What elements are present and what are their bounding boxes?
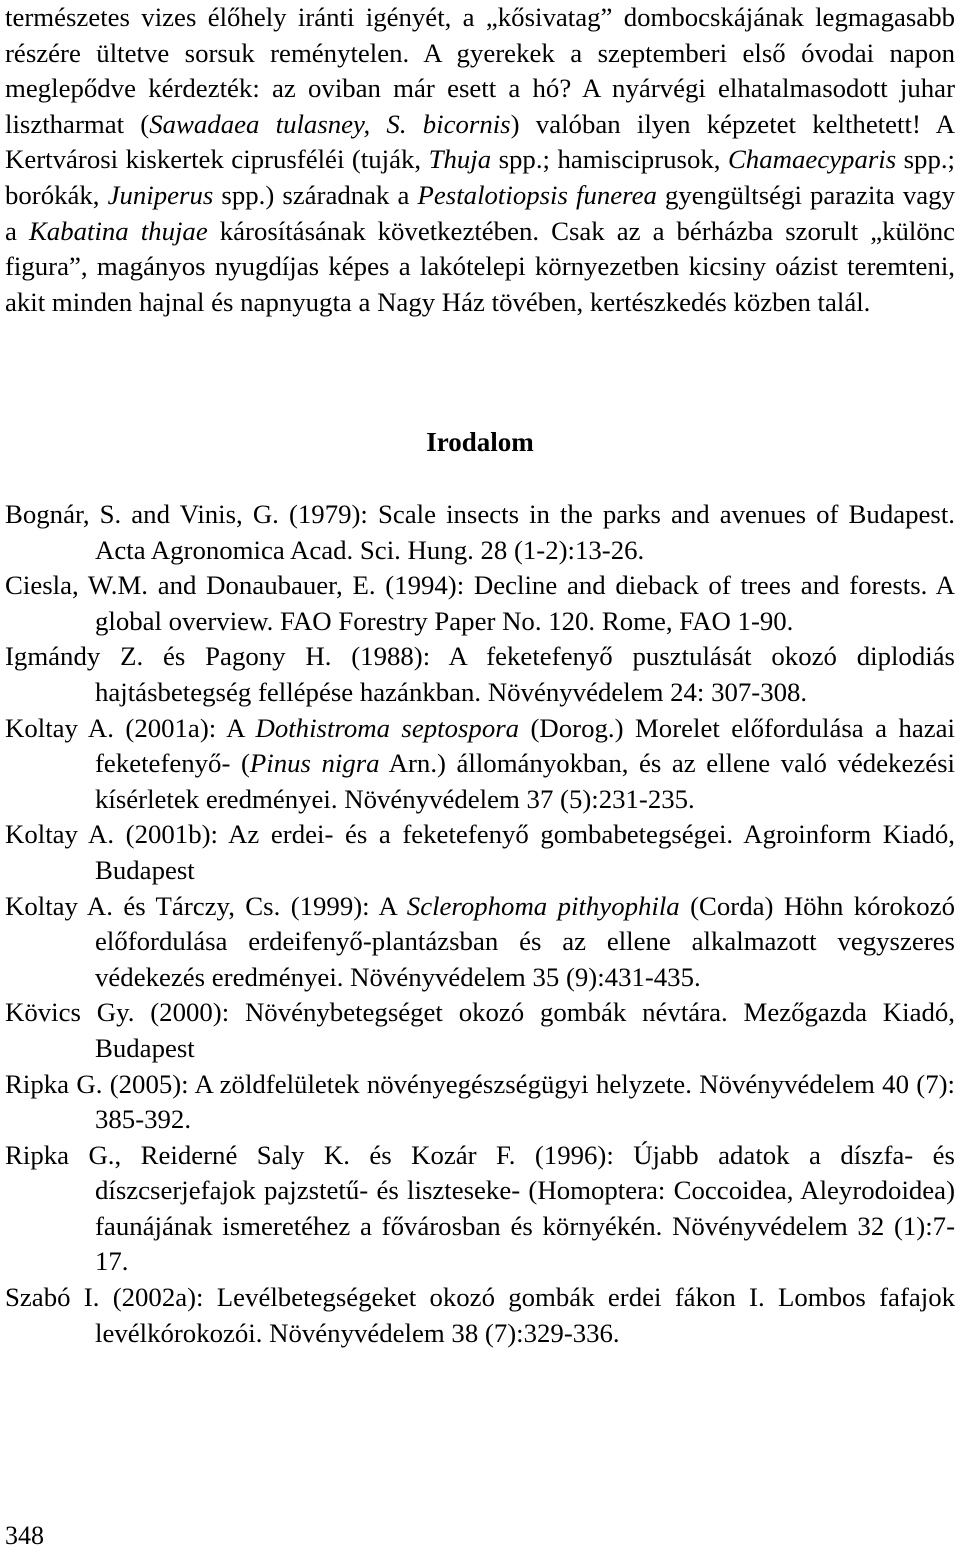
genus-name: Juniperus: [107, 179, 214, 210]
genus-name: Thuja: [428, 144, 492, 175]
paragraph-text: spp.; hamisciprusok,: [491, 144, 728, 175]
reference-item: Szabó I. (2002a): Levélbetegségeket okozó gombák erdei fákon I. Lombos fafajok levélkórokozói. Növényvédelem 38 (7):329-336.: [5, 1282, 955, 1348]
reference-item: Ciesla, W.M. and Donaubauer, E. (1994): Decline and dieback of trees and forests. A global overview. FAO Forestry Paper No. 120. Rome, FAO 1-90.: [5, 570, 955, 636]
reference-item: Ripka G. (2005): A zöldfelületek növényegészségügyi helyzete. Növényvédelem 40 (7): 385-392.: [5, 1068, 955, 1135]
species-name: Pinus nigra: [249, 748, 380, 779]
reference-item: [5, 889, 955, 996]
species-name: Dothistroma septospora: [255, 712, 520, 743]
reference-text: Arn.) állományokban, és az ellene való védekezési kísérletek eredményei. Növényvédelem 37 (5):231-235.: [95, 748, 955, 814]
species-name: Pestalotiopsis funerea: [417, 179, 657, 210]
section-heading: Irodalom: [426, 427, 534, 457]
paragraph-text: spp.) száradnak a: [213, 179, 418, 210]
reference-text: (Corda) Höhn kórokozó előfordulása erdeifenyő-plantázsban és az ellene alkalmazott vegyszeres védekezés eredményei. Növényvédelem 35 (9):431-435.: [95, 890, 955, 992]
reference-text: Koltay A. (2001a): A: [5, 712, 256, 743]
species-name: Sclerophoma pithyophila: [406, 890, 680, 921]
page-number: 348: [5, 1521, 44, 1550]
reference-item: Bognár, S. and Vinis, G. (1979): Scale insects in the parks and avenues of Budapest. Acta Agronomica Acad. Sci. Hung. 28 (1-2):13-26.: [5, 499, 955, 565]
reference-text: (Dorog.) Morelet előfordulása a hazai feketefenyő- (: [95, 712, 955, 779]
paragraph-text: ) valóban ilyen képzetet kelthetett! A Kertvárosi kiskertek ciprusféléi (tuják,: [5, 108, 955, 175]
paragraph-text: károsításának következtében. Csak az a bérházba szorult „különc figura”, magányos nyugdíjas képes a lakótelepi környezetben kicsiny oázist teremteni, akit minden hajnal és napnyugta a Nagy Ház tövében, kertészkedés közben talál.: [5, 215, 956, 317]
reference-text: Koltay A. és Tárczy, Cs. (1999): A: [5, 890, 407, 921]
paragraph-text: spp.; borókák,: [5, 144, 955, 210]
reference-item: Kövics Gy. (2000): Növénybetegséget okozó gombák névtára. Mezőgazda Kiadó, Budapest: [5, 997, 955, 1063]
reference-item: Koltay A. (2001b): Az erdei- és a feketefenyő gombabetegségei. Agroinform Kiadó, Budapest: [5, 819, 955, 885]
reference-item: Igmándy Z. és Pagony H. (1988): A feketefenyő pusztulását okozó diplodiás hajtásbetegség fellépése hazánkban. Növényvédelem 24: 307-308.: [5, 641, 955, 707]
paragraph-text: gyengültségi parazita vagy a: [5, 179, 955, 246]
paragraph-text: természetes vizes élőhely iránti igényét, a „kősivatag” dombocskájának legmagasabb részére ültetve sorsuk reménytelen. A gyerekek a szeptemberi első óvodai napon meglepődve kérdezték: az oviban már esett a hó? A nyárvégi elhatalmasodott juhar lisztharmat (: [5, 2, 955, 139]
reference-list: [5, 497, 955, 1351]
body-paragraph: [5, 0, 955, 320]
species-name: Sawadaea tulasney, S. bicornis: [149, 108, 511, 139]
reference-item: [5, 711, 955, 818]
species-name: Kabatina thujae: [28, 215, 208, 246]
reference-item: Ripka G., Reiderné Saly K. és Kozár F. (1996): Újabb adatok a díszfa- és díszcserjefajok pajzstetű- és liszteseke- (Homoptera: Coccoidea, Aleyrodoidea) faunájának ismeretéhez a fővárosban és környékén. Növényvédelem 32 (1):7-17.: [5, 1139, 955, 1277]
genus-name: Chamaecyparis: [727, 144, 897, 175]
